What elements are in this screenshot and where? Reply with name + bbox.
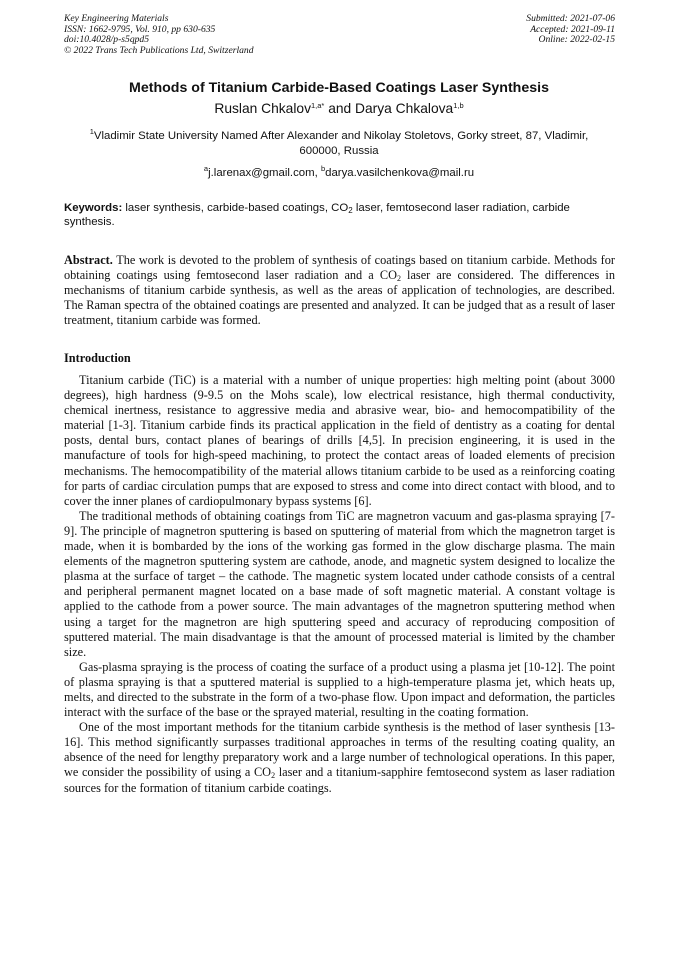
journal-copyright: © 2022 Trans Tech Publications Ltd, Switzerland	[64, 44, 254, 56]
submitted-date: Submitted: 2021-07-06	[526, 13, 615, 24]
publication-dates	[526, 14, 615, 46]
email-link[interactable]: j.larenax@gmail.com,	[208, 167, 321, 179]
author-marker: 1,a*	[311, 101, 325, 110]
paragraph	[64, 720, 615, 795]
section-heading: Introduction	[64, 351, 131, 365]
affiliation-marker: 1	[89, 127, 94, 136]
keywords	[64, 201, 615, 229]
subscript: 2	[396, 274, 401, 284]
keywords-text: laser, femtosecond laser radiation, carbide synthesis.	[64, 202, 570, 229]
paragraph-text: laser and a titanium-sapphire femtosecond system as laser radiation sources for the formation of titanium carbide coatings.	[64, 765, 616, 795]
subscript: 2	[348, 206, 353, 215]
email-marker: b	[320, 164, 326, 173]
abstract-text: The work is devoted to the problem of synthesis of coatings based on titanium carbide. Methods for obtaining coatings using femtosecond laser radiation and a CO	[64, 253, 615, 283]
subscript: 2	[271, 771, 276, 781]
author-conjunction: and	[324, 101, 356, 116]
abstract-label: Abstract.	[64, 253, 113, 267]
paragraph: The traditional methods of obtaining coatings from TiC are magnetron vacuum and gas-plasma spraying [7-9]. The principle of magnetron sputtering is based on sputtering of material from which the magnetron target is made, when it is bombarded by the ions of the working gas formed in the glow discharge plasma. The main elements of the magnetron sputtering system are cathode, anode, and magnetic system designed to localize the plasma at the surface of target – the cathode. The magnetic system located under cathode consists of a central and peripheral permanent magnet located on a base made of soft magnetic material. A constant voltage is applied to the cathode from a power source. The main advantages of the magnetron sputtering method when using a target for the magnetron are high sputtering speed and accuracy of reproducing composition of sputtered material. The main disadvantage is that the amount of processed material is limited by the chamber size.	[64, 508, 615, 659]
keywords-text: laser synthesis, carbide-based coatings, CO	[122, 202, 349, 214]
abstract-text: laser are considered. The differences in mechanisms of titanium carbide synthesis, as well as the areas of application of technologies, are described. The Raman spectra of the obtained coatings are presented and analyzed. It can be judged that as a result of laser treatment, titanium carbide was formed.	[64, 268, 615, 328]
paragraph: Titanium carbide (TiC) is a material with a number of unique properties: high melting point (about 3000 degrees), high hardness (9-9.5 on the Mohs scale), low electrical resistance, high thermal conductivity, chemical inertness, resistance to aggressive media and abrasive wear, bio- and hemocompatibility of the material [1-3]. Titanium carbide finds its practical application in the field of dentistry as a coating for dental posts, dental burs, contact planes of bearings of drills [4,5]. In precision engineering, it is used in the manufacture of tools for high-speed machining, to protect the contact areas of loaded elements of precision mechanisms. The hemocompatibility of the material allows titanium carbide to be used as a reinforcing coating for parts of cardiac circulation pumps that are exposed to stress and come into direct contact with blood, and to cover the inner planes of cardiopulmonary bypass systems [6].	[64, 373, 615, 508]
email-link[interactable]: darya.vasilchenkova@mail.ru	[325, 167, 475, 179]
abstract	[64, 253, 615, 328]
journal-name: Key Engineering Materials	[64, 13, 169, 24]
keywords-label: Keywords:	[64, 202, 123, 214]
author-marker: 1,b	[453, 101, 464, 110]
paragraph: Gas-plasma spraying is the process of coating the surface of a product using a plasma jet [10-12]. The point of plasma spraying is that a sputtered material is supplied to a high-temperature plasma jet, which heats up, melts, and directed to the substrate in the form of a two-phase flow. Upon impact and deformation, the particles interact with the surface of the base or the sprayed material, resulting in the coating formation.	[64, 659, 615, 720]
paper-title: Methods of Titanium Carbide-Based Coatings Laser Synthesis	[129, 80, 549, 96]
email-marker: a	[203, 164, 209, 173]
introduction-body	[64, 373, 615, 796]
journal-issn: ISSN: 1662-9795, Vol. 910, pp 630-635	[64, 23, 216, 35]
author-emails	[0, 164, 678, 179]
online-date: Online: 2022-02-15	[538, 34, 615, 46]
journal-info	[64, 14, 254, 56]
author-line	[0, 101, 678, 116]
paragraph-text: One of the most important methods for the titanium carbide synthesis is the method of laser synthesis [13-16]. This method significantly surpasses traditional approaches in terms of the resulting coating quality, an absence of the need for lengthy preparatory work and a large number of technological operations. In this paper, we consider the possibility of using a CO	[64, 720, 615, 780]
author-name: Darya Chkalova	[355, 101, 454, 116]
accepted-date: Accepted: 2021-09-11	[530, 23, 615, 35]
affiliation	[80, 129, 598, 158]
author-name: Ruslan Chkalov	[214, 101, 311, 116]
journal-doi[interactable]: doi:10.4028/p-s5qpd5	[64, 34, 150, 46]
affiliation-text: Vladimir State University Named After Alexander and Nikolay Stoletovs, Gorky street, 87, Vladimir, 600000, Russia	[93, 130, 589, 157]
